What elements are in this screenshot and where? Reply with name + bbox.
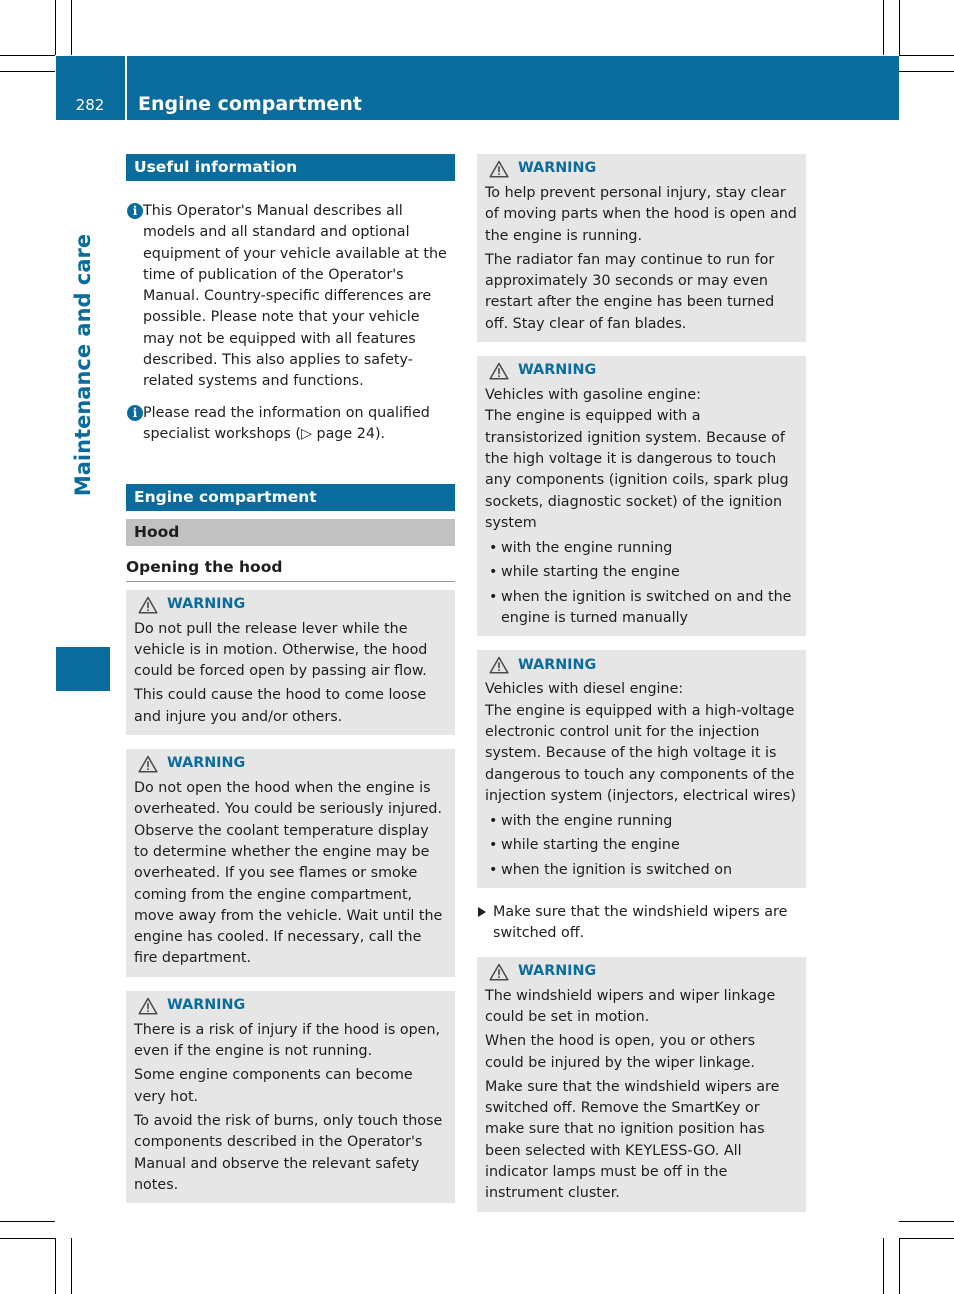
arrow-right-icon — [478, 907, 486, 917]
warning-paragraph: Do not open the hood when the engine is overheated. You could be seriously injured. Observe the coolant temperature display to determine whether the engine may be overheated. If you see flames or smoke coming from the engine compartment, move away from the vehicle. Wait until the engine has cooled. If necessary, call the fire department. — [134, 780, 443, 967]
list-item: • with the engine running — [485, 811, 798, 832]
instruction-step — [477, 902, 806, 945]
warning-paragraph: This could cause the hood to come loose and injure you and/or others. — [134, 687, 427, 725]
warning-header — [134, 595, 447, 615]
warning-label: WARNING — [518, 656, 597, 673]
warning-header — [134, 996, 447, 1016]
header-title: Engine compartment — [138, 93, 362, 115]
warning-paragraph: The engine is equipped with a high-voltage electronic control unit for the injection system. Because of the high voltage it is dangerous to touch any components of the injection system (injectors, electrical wires) — [485, 702, 796, 804]
crop-mark — [55, 1238, 56, 1294]
crop-mark — [883, 0, 884, 55]
left-column — [126, 154, 455, 1203]
warning-label: WARNING — [167, 595, 246, 612]
crop-mark — [899, 71, 954, 72]
warning-paragraph: Some engine components can become very hot. — [134, 1067, 413, 1105]
crop-mark — [0, 71, 55, 72]
warning-box — [477, 154, 806, 342]
chapter-tab-marker — [56, 647, 110, 691]
chapter-tab — [56, 120, 110, 691]
right-column — [477, 154, 806, 1212]
warning-label: WARNING — [518, 962, 597, 979]
crop-mark — [883, 1238, 884, 1294]
warning-header — [485, 361, 798, 381]
warning-bullet-list — [485, 538, 798, 629]
warning-box — [126, 991, 455, 1203]
list-item: • when the ignition is switched on and the engine is turned manually — [485, 587, 798, 630]
warning-label: WARNING — [518, 362, 597, 379]
crop-mark — [899, 1238, 954, 1239]
warning-paragraph: Vehicles with gasoline engine: — [485, 387, 701, 404]
crop-mark — [0, 1238, 55, 1239]
warning-triangle-icon — [489, 362, 509, 380]
warning-paragraph: The engine is equipped with a transistorized ignition system. Because of the high voltage it is dangerous to touch any components (ignition coils, spark plug sockets, diagnostic socket) of the ignition system — [485, 408, 789, 531]
chapter-tab-label: Maintenance and care — [71, 233, 95, 497]
crop-mark — [0, 1221, 55, 1222]
warning-box — [126, 749, 455, 977]
crop-mark — [899, 1238, 900, 1294]
subsection-title: Hood — [126, 519, 455, 546]
warning-triangle-icon — [489, 656, 509, 674]
info-note — [126, 201, 455, 393]
crop-mark — [899, 0, 900, 55]
crop-mark — [71, 0, 72, 55]
warning-triangle-icon — [138, 596, 158, 614]
header-divider — [125, 56, 127, 120]
warning-paragraph: When the hood is open, you or others could be injured by the wiper linkage. — [485, 1033, 756, 1071]
warning-header — [134, 754, 447, 774]
warning-triangle-icon — [489, 963, 509, 981]
list-item: • while starting the engine — [485, 562, 798, 583]
info-icon: i — [127, 203, 143, 219]
info-text: This Operator's Manual describes all models and all standard and optional equipment of your vehicle available at the time of publication of the Operator's Manual. Country-specific differences are possible. Please note that your vehicle may not be equipped with all features described. This also applies to safety-related systems and functions. — [143, 203, 447, 390]
crop-mark — [899, 1221, 954, 1222]
page-number: 282 — [75, 96, 105, 114]
section-title: Engine compartment — [126, 484, 455, 511]
warning-paragraph: There is a risk of injury if the hood is open, even if the engine is not running. — [134, 1021, 441, 1060]
crop-mark — [899, 55, 954, 56]
heading-opening-the-hood: Opening the hood — [126, 557, 455, 581]
useful-info-title: Useful information — [126, 154, 455, 181]
crop-mark — [0, 55, 55, 56]
warning-header — [485, 962, 798, 982]
warning-label: WARNING — [167, 755, 246, 772]
list-item: • while starting the engine — [485, 835, 798, 856]
warning-triangle-icon — [138, 997, 158, 1015]
warning-bullet-list — [485, 811, 798, 881]
warning-label: WARNING — [167, 997, 246, 1014]
warning-header — [485, 159, 798, 179]
warning-triangle-icon — [138, 755, 158, 773]
warning-box — [477, 957, 806, 1212]
warning-paragraph: Vehicles with diesel engine: — [485, 681, 684, 698]
warning-paragraph: To help prevent personal injury, stay clear of moving parts when the hood is open and the engine is running. — [485, 185, 797, 244]
list-item: • when the ignition is switched on — [485, 860, 798, 881]
warning-paragraph: To avoid the risk of burns, only touch those components described in the Operator's Manual and observe the relevant safety notes. — [134, 1112, 443, 1193]
warning-paragraph: Make sure that the windshield wipers are switched off. Remove the SmartKey or make sure that no ignition position has been selected with KEYLESS-GO. All indicator lamps must be off in the instrument cluster. — [485, 1078, 780, 1202]
list-item: • with the engine running — [485, 538, 798, 559]
info-icon: i — [127, 405, 143, 421]
step-text: Make sure that the windshield wipers are switched off. — [493, 904, 788, 942]
warning-box — [477, 650, 806, 888]
crop-mark — [71, 1238, 72, 1294]
warning-box — [477, 356, 806, 636]
crop-mark — [55, 0, 56, 55]
warning-paragraph: The radiator fan may continue to run for approximately 30 seconds or may even restart after the engine has been turned off. Stay clear of fan blades. — [485, 251, 775, 332]
warning-paragraph: Do not pull the release lever while the vehicle is in motion. Otherwise, the hood could be forced open by passing air flow. — [134, 620, 428, 680]
page-header — [56, 56, 899, 120]
warning-paragraph: The windshield wipers and wiper linkage could be set in motion. — [485, 987, 776, 1025]
warning-label: WARNING — [518, 160, 597, 177]
warning-header — [485, 655, 798, 675]
info-note — [126, 403, 455, 446]
warning-triangle-icon — [489, 160, 509, 178]
info-text: Please read the information on qualified specialist workshops (▷ page 24). — [143, 404, 430, 442]
warning-box — [126, 590, 455, 735]
